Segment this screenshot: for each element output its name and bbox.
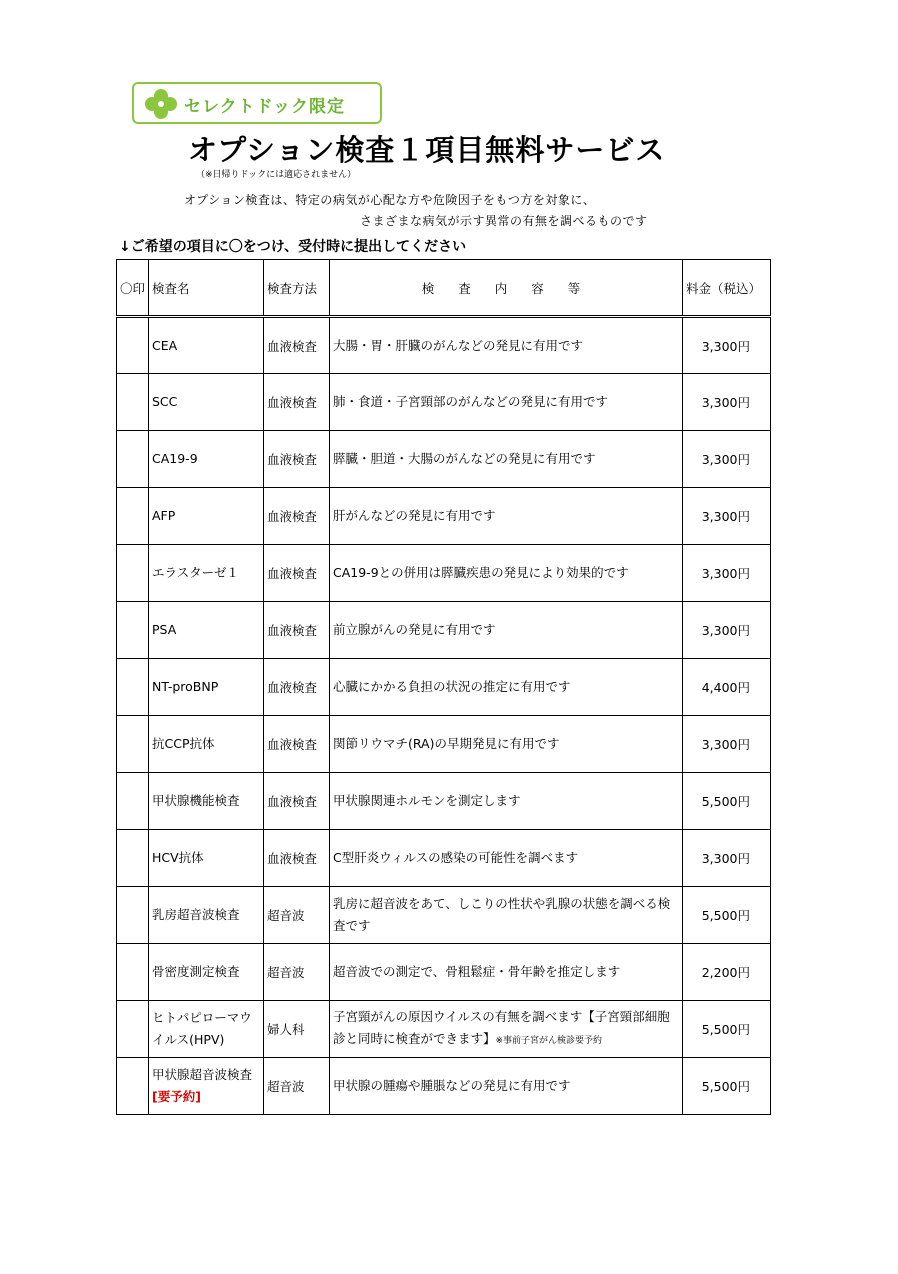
header-method: 検査方法	[264, 260, 330, 317]
method-cell: 血液検査	[264, 716, 330, 773]
mark-cell[interactable]	[117, 716, 149, 773]
header-price: 料金（税込）	[683, 260, 771, 317]
content-cell: CA19-9との併用は膵臓疾患の発見により効果的です	[330, 545, 683, 602]
mark-cell[interactable]	[117, 1058, 149, 1115]
description-line-2: さまざまな病気が示す異常の有無を調べるものです	[360, 214, 648, 228]
method-cell: 血液検査	[264, 317, 330, 374]
content-cell: 超音波での測定で、骨粗鬆症・骨年齢を推定します	[330, 944, 683, 1001]
content-cell: C型肝炎ウィルスの感染の可能性を調べます	[330, 830, 683, 887]
reservation-required-note: [要予約]	[152, 1089, 201, 1104]
method-cell: 血液検査	[264, 488, 330, 545]
method-cell: 婦人科	[264, 1001, 330, 1058]
method-cell: 血液検査	[264, 431, 330, 488]
table-row	[117, 545, 771, 602]
price-cell: 5,500円	[683, 1001, 771, 1058]
table-row	[117, 659, 771, 716]
header-mark: 〇印	[117, 260, 149, 317]
content-cell: 関節リウマチ(RA)の早期発見に有用です	[330, 716, 683, 773]
price-cell: 5,500円	[683, 773, 771, 830]
mark-cell[interactable]	[117, 887, 149, 944]
table-row	[117, 1058, 771, 1115]
mark-cell[interactable]	[117, 773, 149, 830]
test-name-cell: 乳房超音波検査	[149, 887, 264, 944]
header-test-name: 検査名	[149, 260, 264, 317]
mark-cell[interactable]	[117, 1001, 149, 1058]
table-header-row	[117, 260, 771, 317]
test-name-cell: PSA	[149, 602, 264, 659]
content-cell: 甲状腺関連ホルモンを測定します	[330, 773, 683, 830]
test-name-cell: 甲状腺超音波検査 [要予約]	[149, 1058, 264, 1115]
method-cell: 血液検査	[264, 659, 330, 716]
content-cell: 乳房に超音波をあて、しこりの性状や乳腺の状態を調べる検査です	[330, 887, 683, 944]
price-cell: 3,300円	[683, 716, 771, 773]
content-cell: 大腸・胃・肝臓のがんなどの発見に有用です	[330, 317, 683, 374]
option-test-table	[116, 259, 771, 1115]
price-cell: 3,300円	[683, 431, 771, 488]
mark-cell[interactable]	[117, 944, 149, 1001]
instruction-text: ↓ご希望の項目に〇をつけ、受付時に提出してください	[119, 239, 467, 255]
clover-icon	[144, 88, 178, 120]
method-cell: 血液検査	[264, 602, 330, 659]
table-row	[117, 944, 771, 1001]
table-row	[117, 488, 771, 545]
content-cell: 肝がんなどの発見に有用です	[330, 488, 683, 545]
test-name-cell: ヒトパピローマウイルス(HPV)	[149, 1001, 264, 1058]
method-cell: 超音波	[264, 887, 330, 944]
content-cell: 心臓にかかる負担の状況の推定に有用です	[330, 659, 683, 716]
page-title: オプション検査１項目無料サービス	[188, 133, 666, 167]
method-cell: 血液検査	[264, 830, 330, 887]
method-cell: 血液検査	[264, 545, 330, 602]
price-cell: 4,400円	[683, 659, 771, 716]
test-name-cell: エラスターゼ１	[149, 545, 264, 602]
badge-label: セレクトドック限定	[184, 97, 345, 117]
test-name-cell: CEA	[149, 317, 264, 374]
method-cell: 超音波	[264, 944, 330, 1001]
exclusion-note: （※日帰りドックには適応されません）	[196, 170, 357, 180]
table-row	[117, 887, 771, 944]
method-cell: 超音波	[264, 1058, 330, 1115]
mark-cell[interactable]	[117, 830, 149, 887]
table-row	[117, 830, 771, 887]
price-cell: 3,300円	[683, 602, 771, 659]
test-name-cell: SCC	[149, 374, 264, 431]
content-cell: 前立腺がんの発見に有用です	[330, 602, 683, 659]
table-row	[117, 431, 771, 488]
mark-cell[interactable]	[117, 374, 149, 431]
price-cell: 3,300円	[683, 488, 771, 545]
price-cell: 3,300円	[683, 374, 771, 431]
select-dock-badge	[132, 82, 382, 124]
mark-cell[interactable]	[117, 602, 149, 659]
table-row	[117, 716, 771, 773]
test-name-cell: HCV抗体	[149, 830, 264, 887]
test-name-cell: 抗CCP抗体	[149, 716, 264, 773]
mark-cell[interactable]	[117, 545, 149, 602]
mark-cell[interactable]	[117, 431, 149, 488]
content-note: ※事前子宮がん検診要予約	[495, 1036, 603, 1046]
table-row	[117, 374, 771, 431]
mark-cell[interactable]	[117, 488, 149, 545]
table-row	[117, 602, 771, 659]
table-row	[117, 773, 771, 830]
test-name-cell: 甲状腺機能検査	[149, 773, 264, 830]
mark-cell[interactable]	[117, 659, 149, 716]
table-row	[117, 317, 771, 374]
price-cell: 3,300円	[683, 317, 771, 374]
test-name-cell: 骨密度測定検査	[149, 944, 264, 1001]
method-cell: 血液検査	[264, 374, 330, 431]
description-line-1: オプション検査は、特定の病気が心配な方や危険因子をもつ方を対象に、	[184, 193, 596, 207]
content-cell: 膵臓・胆道・大腸のがんなどの発見に有用です	[330, 431, 683, 488]
test-name-cell: CA19-9	[149, 431, 264, 488]
header-content: 検 査 内 容 等	[330, 260, 683, 317]
table-row	[117, 1001, 771, 1058]
mark-cell[interactable]	[117, 317, 149, 374]
price-cell: 5,500円	[683, 1058, 771, 1115]
content-cell: 甲状腺の腫瘍や腫脹などの発見に有用です	[330, 1058, 683, 1115]
price-cell: 2,200円	[683, 944, 771, 1001]
price-cell: 5,500円	[683, 887, 771, 944]
test-name-cell: NT-proBNP	[149, 659, 264, 716]
content-cell: 子宮頸がんの原因ウイルスの有無を調べます【子宮頸部細胞診と同時に検査ができます】※事前子宮がん検診要予約	[330, 1001, 683, 1058]
price-cell: 3,300円	[683, 545, 771, 602]
price-cell: 3,300円	[683, 830, 771, 887]
content-cell: 肺・食道・子宮頸部のがんなどの発見に有用です	[330, 374, 683, 431]
test-name-cell: AFP	[149, 488, 264, 545]
method-cell: 血液検査	[264, 773, 330, 830]
